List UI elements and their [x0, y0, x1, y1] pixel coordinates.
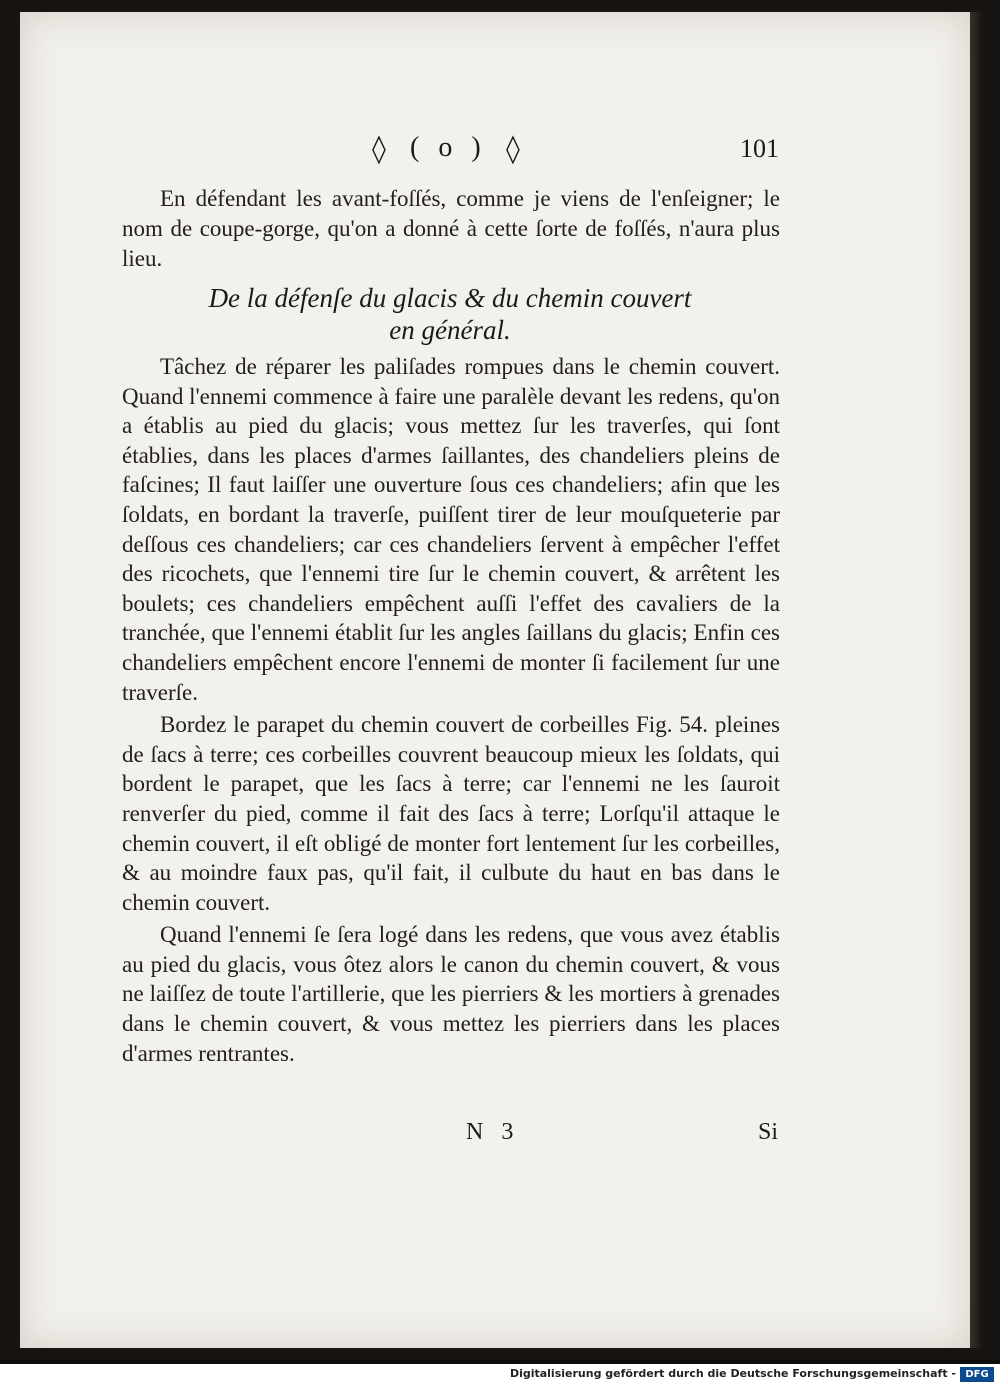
- page-footer: [20, 1119, 970, 1153]
- paragraph: Tâchez de réparer les paliſades rompues dans le chemin couvert. Quand l'ennemi commence à faire une paralèle devant les redens, qu'on a établis au pied du glacis; vous mettez ſur les traverſes, qui ſont établies, dans les places d'armes ſaillantes, des chandeliers pleins de faſcines; Il faut laiſſer une ouverture ſous ces chandeliers; afin que les ſoldats, en bordant la traverſe, puiſſent tirer de leur mouſqueterie par deſſous ces chandeliers; car ces chandeliers ſervent à empêcher l'effet des ricochets, que l'ennemi tire ſur le chemin couvert, & arrêtent les boulets; ces chandeliers empêchent auſſi l'effet des cavaliers de la tranchée, que l'ennemi établit ſur les angles ſaillans du glacis; Enfin ces chandeliers empêchent encore l'ennemi de monter ſi facilement ſur une traverſe.: [122, 354, 780, 705]
- signature-mark: N 3: [466, 1119, 520, 1145]
- paragraph: Quand l'ennemi ſe ſera logé dans les redens, que vous avez établis au pied du glacis, vous ôtez alors le canon du chemin couvert, & vous ne laiſſez de toute l'artillerie, que les pierriers & les mortiers à grenades dans le chemin couvert, & vous mettez les pierriers dans les places d'armes rentrantes.: [122, 922, 780, 1066]
- section-heading-line-2: en général.: [389, 315, 511, 345]
- section-heading: [120, 282, 780, 346]
- book-page: [20, 12, 970, 1348]
- page-number: 101: [740, 134, 779, 163]
- running-header: [20, 132, 970, 172]
- ornament-right-icon: ◊: [506, 132, 520, 165]
- header-mark: ( o ): [410, 132, 487, 163]
- ornament-left-icon: ◊: [372, 132, 386, 165]
- section-heading-line-1: De la défenſe du glacis & du chemin couvert: [208, 283, 692, 313]
- catchword: Si: [758, 1119, 779, 1145]
- opening-text-block: [122, 184, 780, 274]
- paragraph: Bordez le parapet du chemin couvert de corbeilles Fig. 54. pleines de ſacs à terre; ces corbeilles couvrent beaucoup mieux les ſoldats, qui bordent le parapet, que les ſacs à terre; car l'ennemi ne les ſauroit renverſer du pied, comme il fait des ſacs à terre; Lorſqu'il attaque le chemin couvert, il eſt obligé de monter fort lentement ſur les corbeilles, & au moindre faux pas, qu'il fait, il culbute du haut en bas dans le chemin couvert.: [122, 712, 780, 915]
- book-edge: [970, 12, 982, 1348]
- main-text-block: [122, 352, 780, 1068]
- opening-paragraph: En défendant les avant-foſſés, comme je viens de l'enſeigner; le nom de coupe-gorge, qu'on a donné à cette ſorte de foſſés, n'aura plus lieu.: [122, 186, 780, 271]
- funding-bar: [0, 1364, 1000, 1386]
- funding-notice: Digitalisierung gefördert durch die Deutsche Forschungsgemeinschaft -: [509, 1367, 956, 1380]
- dfg-logo-icon: DFG: [960, 1367, 994, 1382]
